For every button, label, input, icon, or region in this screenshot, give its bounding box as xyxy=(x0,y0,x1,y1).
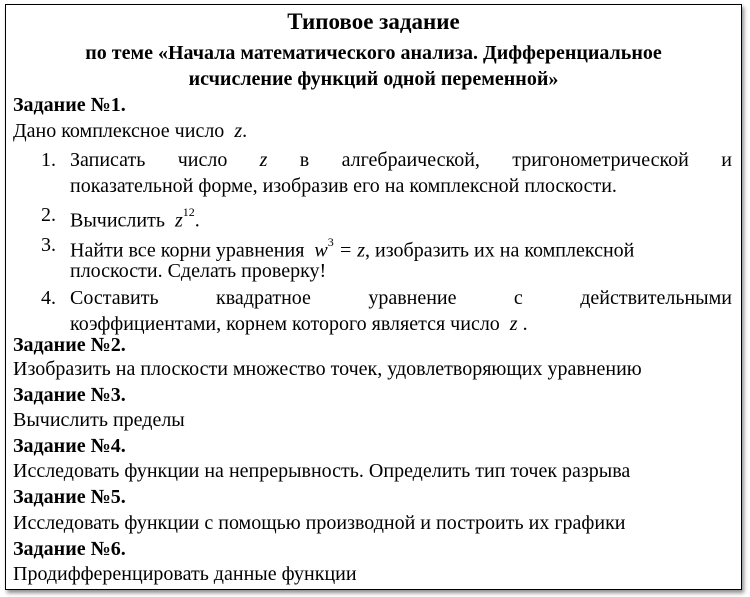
task-6-text: Продифференцировать данные функции xyxy=(13,563,357,585)
item-2-exponent: 12 xyxy=(182,205,195,219)
task-2-heading: Задание №2. xyxy=(13,334,126,356)
item-3-line-2: плоскости. Сделать проверку! xyxy=(70,260,327,282)
item-4-line-2 xyxy=(70,312,732,336)
item-1-line-2: показательной форме, изобразив его на комплексной плоскости. xyxy=(70,175,617,197)
task-1-intro-var: z xyxy=(234,120,243,142)
item-3-number: 3. xyxy=(41,234,56,256)
item-1-var: z xyxy=(259,149,268,171)
page-title: Типовое задание xyxy=(287,9,460,34)
item-1-word: число xyxy=(177,149,228,171)
item-2-number: 2. xyxy=(41,204,56,226)
item-1-word: Записать xyxy=(70,149,146,171)
item-4-word: Составить xyxy=(70,287,159,309)
task-2-text: Изобразить на плоскости множество точек, удовлетворяющих уравнению xyxy=(13,358,642,380)
item-1-number: 1. xyxy=(41,149,56,171)
item-3-eq-exponent: 3 xyxy=(327,235,334,249)
item-1-word: алгебраической, xyxy=(341,149,480,171)
document-sheet xyxy=(5,4,742,590)
task-6-heading: Задание №6. xyxy=(13,538,126,560)
item-4-word: квадратное xyxy=(216,287,311,309)
topic-title-line-1: по теме «Начала математического анализа. Дифференциальное xyxy=(85,42,662,64)
item-1-word: тригонометрической xyxy=(512,149,689,171)
item-4-punct: . xyxy=(522,313,528,335)
item-3-eq-rest: = z xyxy=(338,239,366,262)
item-1-word: в xyxy=(299,149,310,171)
task-5-text: Исследовать функции с помощью производной и построить их графики xyxy=(13,512,626,534)
item-3-text: Найти все корни уравнения xyxy=(70,239,305,262)
task-4-text: Исследовать функции на непрерывность. Определить тип точек разрыва xyxy=(13,460,631,482)
task-1-intro-punct: . xyxy=(242,120,248,142)
task-3-text: Вычислить пределы xyxy=(13,409,185,431)
item-4-word: уравнение xyxy=(368,287,457,309)
item-1-word: и xyxy=(721,149,732,171)
item-2-line xyxy=(70,203,732,233)
task-3-heading: Задание №3. xyxy=(13,384,126,406)
task-5-heading: Задание №5. xyxy=(13,486,126,508)
item-4-number: 4. xyxy=(41,287,56,309)
task-1-intro-text: Дано комплексное число xyxy=(13,120,225,142)
item-2-text: Вычислить xyxy=(70,209,165,232)
task-1-intro xyxy=(13,119,247,143)
item-2-var: z xyxy=(174,209,183,232)
task-1-heading: Задание №1. xyxy=(13,94,126,116)
item-4-line-1 xyxy=(70,286,732,310)
item-4-word: с xyxy=(513,287,523,309)
item-1-line-1 xyxy=(70,148,732,172)
item-4-text: коэффициентами, корнем которого является число xyxy=(70,313,500,335)
topic-title-line-2: исчисление функций одной переменной» xyxy=(188,68,559,90)
item-2-punct: . xyxy=(194,209,200,232)
item-3-eq-var: w xyxy=(314,239,328,262)
item-4-word: действительными xyxy=(580,287,732,309)
item-4-var: z xyxy=(509,313,518,335)
task-4-heading: Задание №4. xyxy=(13,435,126,457)
item-3-text-after: , изобразить их на комплексной xyxy=(365,239,635,262)
